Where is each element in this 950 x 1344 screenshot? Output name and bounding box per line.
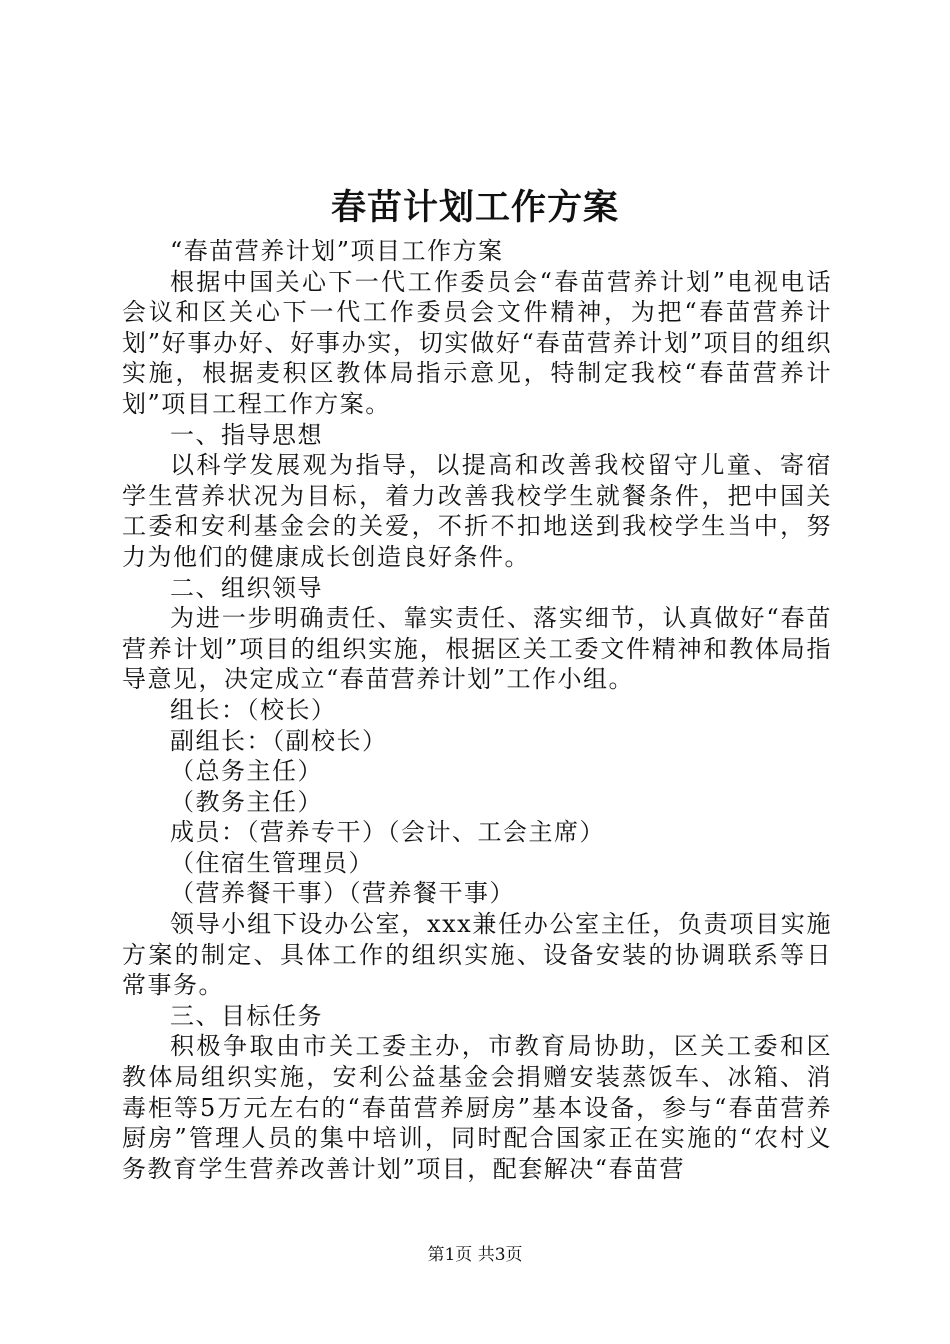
member-line: （营养餐干事）（营养餐干事）: [170, 879, 515, 908]
member-line: （总务主任）: [170, 757, 323, 786]
member-line: 组长：（校长）: [170, 695, 337, 724]
page-footer: 第1页 共3页: [427, 1245, 523, 1265]
body-paragraph: 积极争取由市关工委主办，市教育局协助，区关工委和区教体局组织实施，安利公益基金会捐赠安装蒸饭车、冰箱、消毒柜等5万元左右的“春苗营养厨房”基本设备，参与“春苗营养厨房”管理人员的集中培训，同时配合国家正在实施的“农村义务教育学生营养改善计划”项目，配套解决“春苗营: [122, 1032, 832, 1183]
body-paragraph: 为进一步明确责任、靠实责任、落实细节，认真做好“春苗营养计划”项目的组织实施，根据区关工委文件精神和教体局指导意见，决定成立“春苗营养计划”工作小组。: [122, 604, 832, 694]
member-line: （住宿生管理员）: [170, 848, 374, 877]
member-line: （教务主任）: [170, 787, 323, 816]
body-paragraph: 以科学发展观为指导，以提高和改善我校留守儿童、寄宿学生营养状况为目标，着力改善我校学生就餐条件，把中国关工委和安利基金会的关爱，不折不扣地送到我校学生当中，努力为他们的健康成长创造良好条件。: [122, 451, 832, 571]
body-paragraph: 根据中国关心下一代工作委员会“春苗营养计划”电视电话会议和区关心下一代工作委员会文件精神，为把“春苗营养计划”好事办好、好事办实，切实做好“春苗营养计划”项目的组织实施，根据麦积区教体局指示意见，特制定我校“春苗营养计划”项目工程工作方案。: [122, 267, 832, 418]
subtitle-paragraph: “春苗营养计划”项目工作方案: [170, 237, 504, 265]
section-heading: 二、组织领导: [170, 573, 323, 602]
document-body: [122, 236, 832, 1184]
document-title: 春苗计划工作方案: [330, 187, 619, 228]
section-heading: 一、指导思想: [170, 420, 323, 449]
section-heading: 三、目标任务: [170, 1001, 323, 1030]
body-paragraph: 领导小组下设办公室，xxx兼任办公室主任，负责项目实施方案的制定、具体工作的组织实施、设备安装的协调联系等日常事务。: [122, 910, 832, 1000]
member-line: 副组长：（副校长）: [170, 726, 388, 755]
member-line: 成员：（营养专干）（会计、工会主席）: [170, 818, 605, 847]
